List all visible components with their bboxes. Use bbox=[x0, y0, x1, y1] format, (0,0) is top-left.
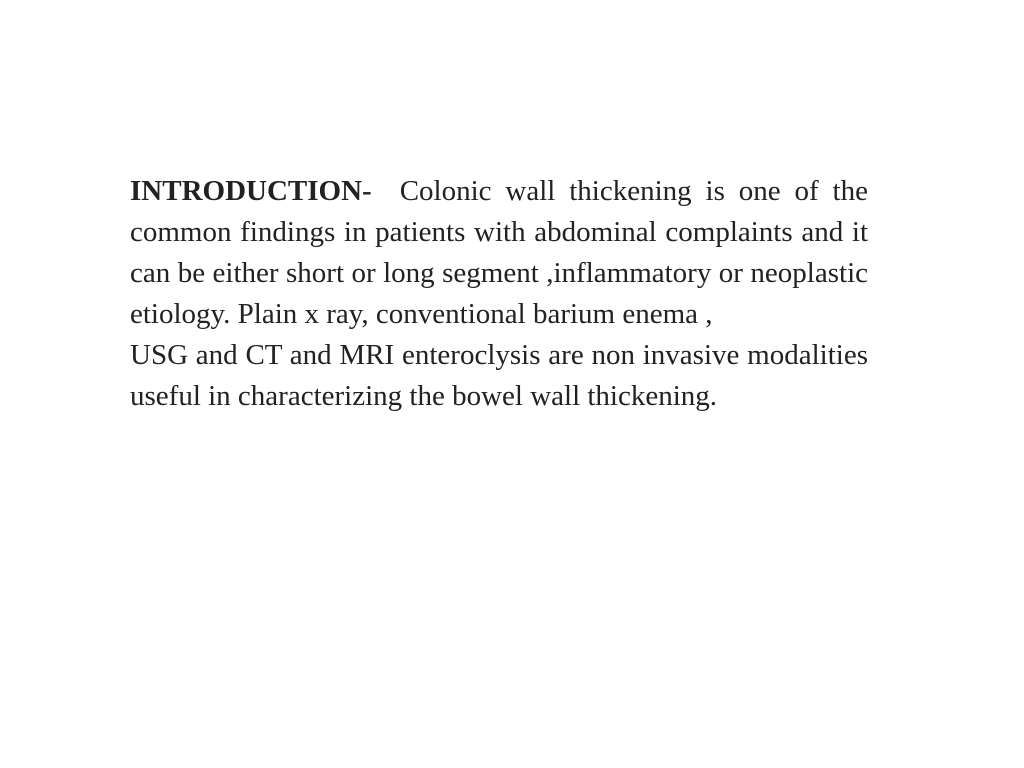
introduction-text-block bbox=[130, 171, 868, 417]
paragraph-1-text: Colonic wall thickening is one of the common findings in patients with abdominal complaints and it can be either short or long segment ,inflammatory or neoplastic etiology. Plain x ray, conventional barium enema , bbox=[130, 175, 868, 330]
introduction-heading: INTRODUCTION- bbox=[130, 175, 372, 207]
introduction-paragraph-1 bbox=[130, 171, 868, 335]
introduction-paragraph-2: USG and CT and MRI enteroclysis are non invasive modalities useful in characterizing the bowel wall thickening. bbox=[130, 339, 868, 412]
